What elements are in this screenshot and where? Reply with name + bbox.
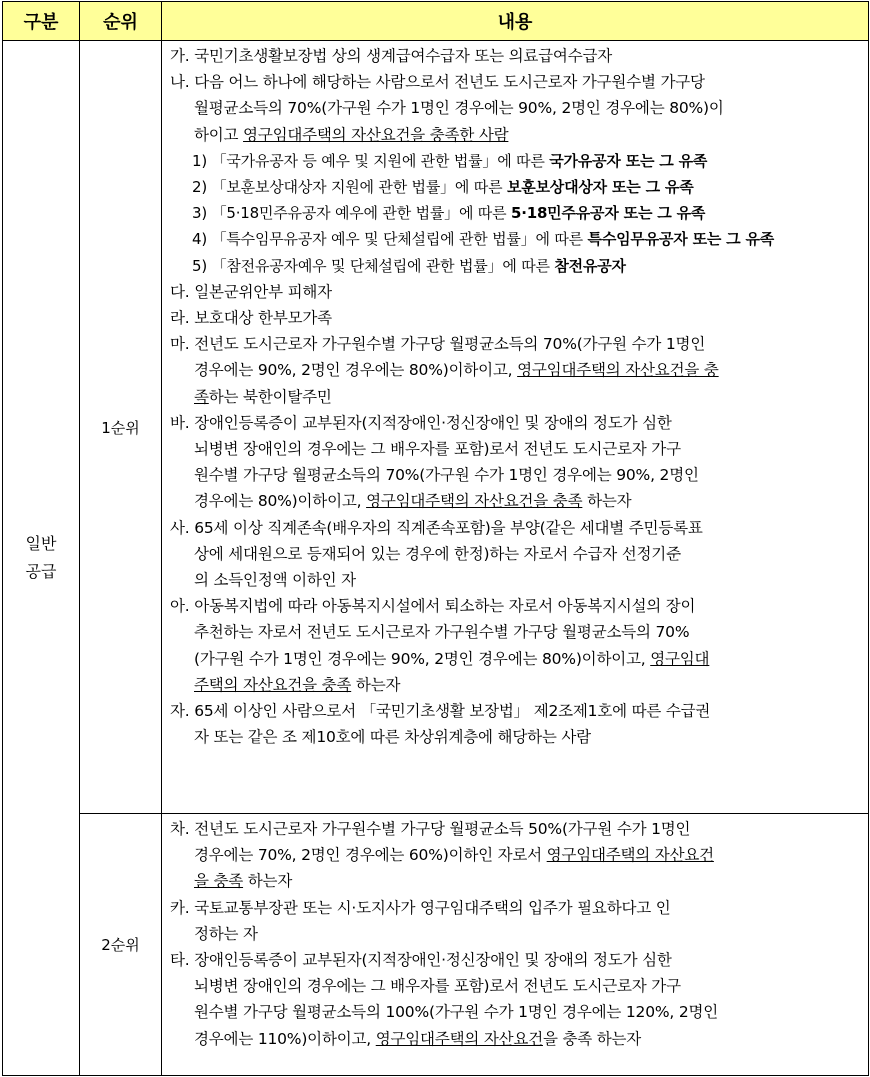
sub-item-3-text: 3) 「5·18민주유공자 예우에 관한 법률」에 따른: [192, 204, 511, 223]
asset-requirement-link: 영구임대주택의 자산요건을 충족한 사람: [243, 125, 509, 144]
rank2-content: [162, 814, 869, 1076]
asset-requirement-link: 을 충족: [194, 872, 244, 891]
rank1-content: [162, 41, 869, 814]
item-ta-text: 경우에는 110%)이하이고,: [194, 1029, 376, 1048]
sub-item-3-bold: 5·18민주유공자 또는 그 유족: [510, 204, 706, 223]
item-ma-line1: 마. 전년도 도시근로자 가구원수별 가구당 월평균소득의 70%(가구원 수가 1명인: [170, 335, 706, 354]
sub-item-5-bold: 참전유공자: [554, 256, 626, 275]
item-a-line2: 추천하는 자로서 전년도 도시근로자 가구원수별 가구당 월평균소득의 70%: [194, 623, 690, 642]
item-ba-text: 하는자: [582, 492, 632, 511]
header-rank: 순위: [80, 2, 162, 41]
asset-requirement-link: 족: [194, 387, 209, 406]
sub-item-2: [170, 174, 862, 200]
item-ba-line2: 뇌병변 장애인의 경우에는 그 배우자를 포함)로서 전년도 도시근로자 가구: [194, 440, 681, 459]
item-cha-line3: [170, 868, 862, 894]
item-a-text: (가구원 수가 1명인 경우에는 90%, 2명인 경우에는 80%)이하이고,: [194, 649, 651, 668]
sub-item-1-bold: 국가유공자 또는 그 유족: [549, 151, 708, 170]
category-line1: 일반: [25, 534, 57, 553]
item-a-line4: [170, 672, 862, 698]
item-ta-line4: [170, 1026, 862, 1052]
item-ta-text: 을 충족 하는자: [542, 1029, 642, 1048]
item-na-line1: 나. 다음 어느 하나에 해당하는 사람으로서 전년도 도시근로자 가구원수별 가구당: [170, 73, 705, 92]
asset-requirement-link: 주택의 자산요건을 충족: [194, 675, 352, 694]
sub-item-1: [170, 148, 862, 174]
item-sa-line3: 의 소득인정액 이하인 자: [194, 571, 356, 590]
asset-requirement-link: 영구임대주택의 자산요건을 충: [517, 361, 719, 380]
item-ba-line4: [170, 488, 862, 514]
item-ta-line2: 뇌병변 장애인의 경우에는 그 배우자를 포함)로서 전년도 도시근로자 가구: [194, 977, 681, 996]
item-ba-line3: 원수별 가구당 월평균소득의 70%(가구원 수가 1명인 경우에는 90%, 2명인: [194, 466, 699, 485]
item-ta-line1: 타. 장애인등록증이 교부된자(지적장애인·정신장애인 및 장애의 정도가 심한: [170, 951, 672, 970]
sub-item-4-bold: 특수임무유공자 또는 그 유족: [587, 230, 775, 249]
sub-item-4-text: 4) 「특수임무유공자 예우 및 단체설립에 관한 법률」에 따른: [192, 230, 588, 249]
category-cell: [3, 41, 80, 1076]
item-na-line3: [170, 122, 862, 148]
header-row: [3, 2, 869, 41]
item-ja-line1: 자. 65세 이상인 사람으로서 「국민기초생활 보장법」 제2조제1호에 따른 수급권: [170, 702, 711, 721]
item-ta-line3: 원수별 가구당 월평균소득의 100%(가구원 수가 1명인 경우에는 120%, 2명인: [194, 1003, 719, 1022]
header-content: 내용: [162, 2, 869, 41]
item-ma-line3: [170, 384, 862, 410]
item-sa-line1: 사. 65세 이상 직계존속(배우자의 직계존속포함)을 부양(같은 세대별 주민등록표: [170, 518, 703, 537]
item-ma-text: 하는 북한이탈주민: [208, 387, 332, 406]
item-cha-line1: 차. 전년도 도시근로자 가구원수별 가구당 월평균소득 50%(가구원 수가 1명인: [170, 820, 691, 838]
sub-item-4: [170, 226, 862, 252]
asset-requirement-link: 영구임대: [650, 649, 710, 668]
eligibility-table: [2, 1, 869, 1076]
item-cha-text: 하는자: [243, 872, 293, 891]
item-na-line2: 월평균소득의 70%(가구원 수가 1명인 경우에는 90%, 2명인 경우에는 80%)이: [194, 99, 724, 118]
item-ba-text: 경우에는 80%)이하이고,: [194, 492, 367, 511]
rank1-row: [3, 41, 869, 814]
sub-item-5-text: 5) 「참전유공자예우 및 단체설립에 관한 법률」에 따른: [192, 256, 555, 275]
item-ka-line2: 정하는 자: [194, 924, 258, 943]
item-ga: 가. 국민기초생활보장법 상의 생계급여수급자 또는 의료급여수급자: [170, 47, 613, 65]
sub-item-1-text: 1) 「국가유공자 등 예우 및 지원에 관한 법률」에 따른: [192, 151, 550, 170]
header-category: 구분: [3, 2, 80, 41]
sub-item-5: [170, 253, 862, 279]
item-ja-line2: 자 또는 같은 조 제10호에 따른 차상위계층에 해당하는 사람: [194, 728, 591, 747]
item-a-line3: [170, 646, 862, 672]
asset-requirement-link: 영구임대주택의 자산요건: [375, 1029, 543, 1048]
item-ra: 라. 보호대상 한부모가족: [170, 309, 332, 328]
item-ka-line1: 카. 국토교통부장관 또는 시·도지사가 영구임대주택의 입주가 필요하다고 인: [170, 898, 671, 917]
sub-item-2-bold: 보훈보상대상자 또는 그 유족: [506, 178, 694, 197]
category-line2: 공급: [25, 562, 57, 581]
rank1-label: 1순위: [80, 41, 162, 814]
item-da: 다. 일본군위안부 피해자: [170, 282, 332, 301]
sub-item-3: [170, 200, 862, 226]
item-cha-text: 경우에는 70%, 2명인 경우에는 60%)이하인 자로서: [194, 846, 547, 865]
rank2-label: 2순위: [80, 814, 162, 1076]
sub-item-2-text: 2) 「보훈보상대상자 지원에 관한 법률」에 따른: [192, 178, 507, 197]
item-cha-line2: [170, 842, 862, 868]
item-ba-line1: 바. 장애인등록증이 교부된자(지적장애인·정신장애인 및 장애의 정도가 심한: [170, 413, 672, 432]
item-sa-line2: 상에 세대원으로 등재되어 있는 경우에 한정)하는 자로서 수급자 선정기준: [194, 544, 681, 563]
asset-requirement-link: 영구임대주택의 자산요건을 충족: [366, 492, 583, 511]
asset-requirement-link: 영구임대주택의 자산요건: [546, 846, 714, 865]
item-a-line1: 아. 아동복지법에 따라 아동복지시설에서 퇴소하는 자로서 아동복지시설의 장이: [170, 597, 696, 616]
item-na-text: 하이고: [194, 125, 244, 144]
item-ma-line2: [170, 357, 862, 383]
item-a-text: 하는자: [351, 675, 401, 694]
item-ma-text: 경우에는 90%, 2명인 경우에는 80%)이하이고,: [194, 361, 518, 380]
rank2-row: [3, 814, 869, 1076]
